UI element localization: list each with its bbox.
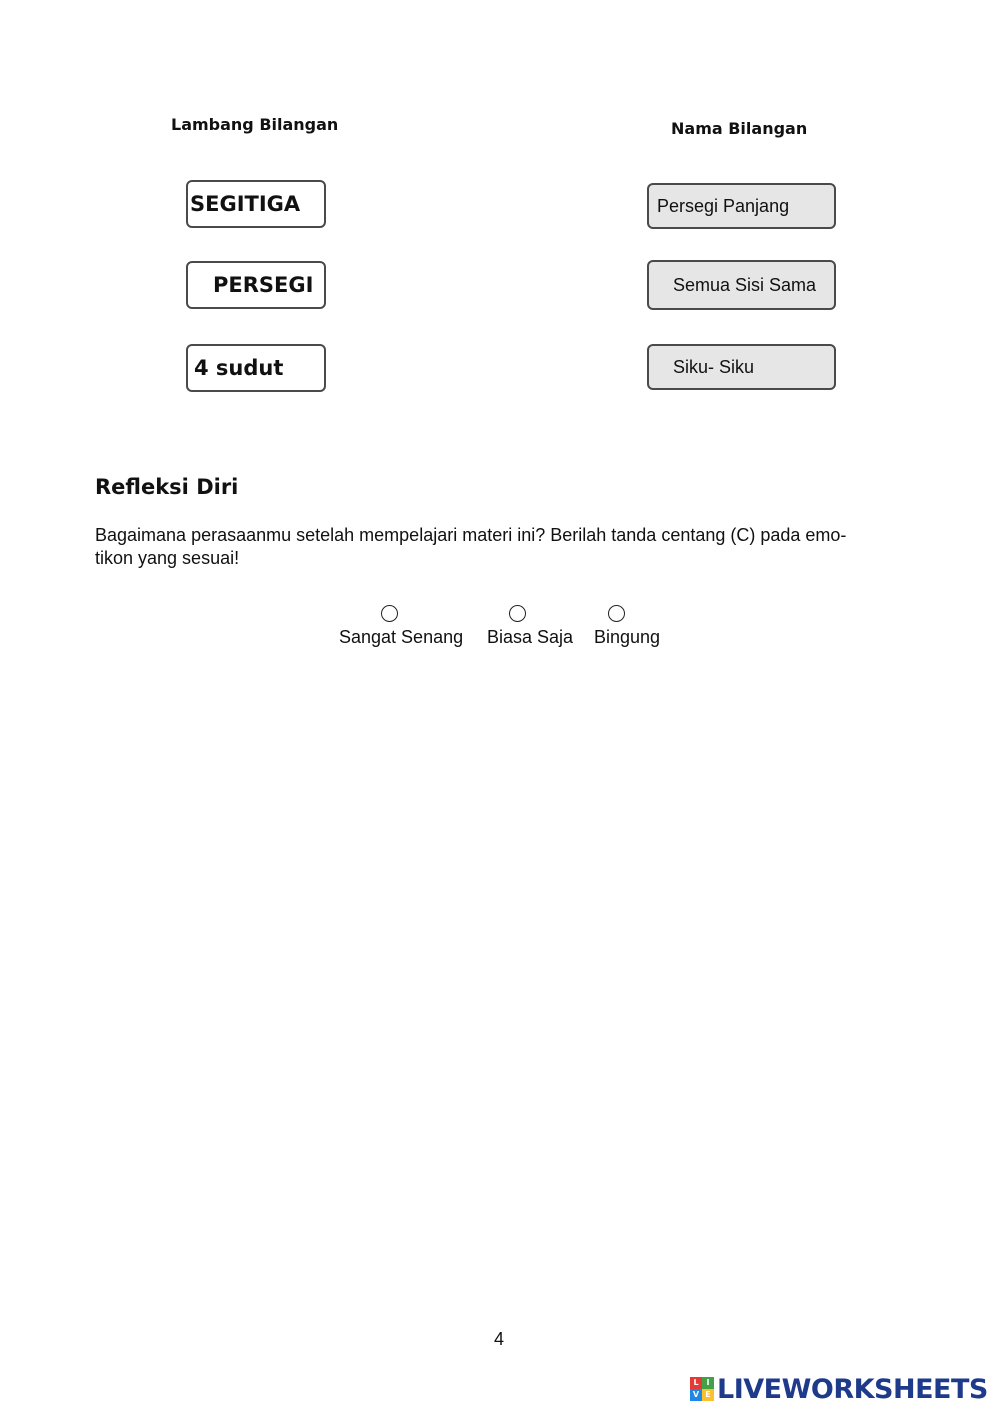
left-item-segitiga[interactable] <box>186 180 326 228</box>
right-item-label: Siku- Siku <box>673 356 755 377</box>
left-column-header: Lambang Bilangan <box>171 115 339 134</box>
question-line-1: Bagaimana perasaanmu setelah mempelajari materi ini? Berilah tanda centang (C) pada emo- <box>95 525 847 545</box>
logo-letter: L <box>690 1377 702 1389</box>
liveworksheets-logo-icon <box>690 1377 714 1401</box>
radio-sangat-senang[interactable] <box>381 605 398 622</box>
radio-bingung[interactable] <box>608 605 625 622</box>
right-item-siku-siku[interactable] <box>647 344 836 390</box>
left-item-label: SEGITIGA <box>190 192 301 216</box>
reflection-question <box>95 524 905 570</box>
right-column-header: Nama Bilangan <box>671 119 808 138</box>
logo-letter: I <box>702 1377 714 1389</box>
option-label-bingung: Bingung <box>594 627 661 647</box>
right-item-persegi-panjang[interactable] <box>647 183 836 229</box>
radio-biasa-saja[interactable] <box>509 605 526 622</box>
page-number: 4 <box>494 1329 505 1349</box>
option-label-sangat-senang: Sangat Senang <box>339 627 464 647</box>
section-title: Refleksi Diri <box>95 475 239 499</box>
right-item-semua-sisi-sama[interactable] <box>647 260 836 310</box>
liveworksheets-logo[interactable] <box>690 1371 988 1407</box>
right-item-label: Persegi Panjang <box>657 195 790 216</box>
question-line-2: tikon yang sesuai! <box>95 548 240 568</box>
left-item-label: PERSEGI <box>213 273 314 297</box>
logo-letter: E <box>702 1389 714 1401</box>
left-item-4-sudut[interactable] <box>186 344 326 392</box>
left-item-persegi[interactable] <box>186 261 326 309</box>
right-item-label: Semua Sisi Sama <box>673 274 817 295</box>
option-label-biasa-saja: Biasa Saja <box>487 627 574 647</box>
left-item-label: 4 sudut <box>194 356 284 380</box>
liveworksheets-wordmark: LIVEWORKSHEETS <box>717 1373 988 1405</box>
logo-letter: V <box>690 1389 702 1401</box>
